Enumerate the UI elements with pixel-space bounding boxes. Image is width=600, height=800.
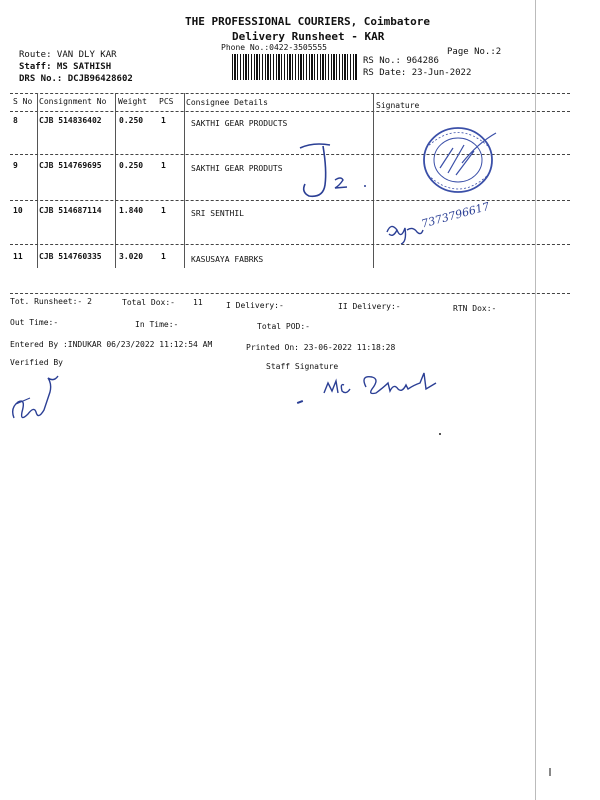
- col-divider: [37, 93, 38, 268]
- printed-on: Printed On: 23-06-2022 11:18:28: [246, 343, 396, 352]
- row-weight: 0.250: [119, 161, 144, 170]
- staff-signature-label: Staff Signature: [266, 362, 339, 371]
- row-pcs: 1: [161, 161, 166, 170]
- header-consignment: Consignment No: [39, 97, 107, 106]
- table-header-rule: [10, 111, 570, 112]
- rs-date: RS Date: 23-Jun-2022: [363, 68, 472, 78]
- header-consignee: Consignee Details: [186, 98, 268, 107]
- col-divider: [115, 93, 116, 268]
- total-dox-value: 11: [193, 298, 203, 307]
- drs-number: DRS No.: DCJB96428602: [19, 74, 133, 84]
- row-consignee: SAKTHI GEAR PRODUCTS: [191, 119, 288, 128]
- company-name: THE PROFESSIONAL COURIERS, Coimbatore: [185, 15, 431, 28]
- row-sno: 10: [13, 206, 23, 215]
- receiver-signature: [385, 220, 425, 245]
- route: Route: VAN DLY KAR: [19, 50, 117, 60]
- total-runsheet: Tot. Runsheet:- 2: [10, 297, 92, 306]
- page-edge: [535, 0, 536, 800]
- handwritten-phone-number: 7373796617: [420, 199, 491, 231]
- header-sno: S No: [13, 97, 33, 106]
- row-weight: 3.020: [119, 252, 144, 261]
- table-top-rule: [10, 93, 570, 94]
- pen-mark: [297, 400, 303, 404]
- row-weight: 0.250: [119, 116, 144, 125]
- row-weight: 1.840: [119, 206, 144, 215]
- phone-number: Phone No.:0422-3505555: [221, 43, 327, 52]
- row-consignee: KASUSAYA FABRKS: [191, 255, 264, 264]
- staff-signature: [320, 365, 440, 405]
- total-pod: Total POD:-: [257, 322, 310, 331]
- row-consignment: CJB 514687114: [39, 206, 102, 215]
- ii-delivery: II Delivery:-: [338, 302, 401, 311]
- out-time: Out Time:-: [10, 318, 59, 327]
- staff: Staff: MS SATHISH: [19, 62, 112, 72]
- row-rule: [10, 244, 570, 245]
- header-weight: Weight: [118, 97, 147, 106]
- row-consignment: CJB 514769695: [39, 161, 102, 170]
- verified-by: Verified By: [10, 358, 63, 367]
- row-consignment: CJB 514836402: [39, 116, 102, 125]
- row-consignment: CJB 514760335: [39, 252, 102, 261]
- rtn-dox: RTN Dox:-: [453, 304, 497, 313]
- row9-initials-signature: [295, 140, 375, 205]
- speck: [439, 433, 441, 435]
- company-stamp: [418, 123, 508, 198]
- row-pcs: 1: [161, 252, 166, 261]
- barcode: [232, 54, 358, 80]
- row-sno: 8: [13, 116, 18, 125]
- in-time: In Time:-: [135, 320, 179, 329]
- row-consignee: SRI SENTHIL: [191, 209, 244, 218]
- header-signature: Signature: [376, 101, 420, 110]
- entered-by: Entered By :INDUKAR 06/23/2022 11:12:54 AM: [10, 340, 213, 349]
- table-bottom-rule: [10, 293, 570, 294]
- row-consignee: SAKTHI GEAR PRODUTS: [191, 164, 283, 173]
- page-number: Page No.:2: [447, 47, 502, 57]
- verifier-signature: [8, 368, 68, 428]
- rs-number: RS No.: 964286: [363, 56, 439, 66]
- row-pcs: 1: [161, 116, 166, 125]
- header-pcs: PCS: [159, 97, 174, 106]
- speck: [549, 768, 551, 776]
- row-sno: 9: [13, 161, 18, 170]
- row-pcs: 1: [161, 206, 166, 215]
- i-delivery: I Delivery:-: [226, 301, 284, 310]
- document-title: Delivery Runsheet - KAR: [232, 30, 385, 43]
- row-sno: 11: [13, 252, 23, 261]
- total-dox-label: Total Dox:-: [122, 298, 175, 307]
- col-divider: [184, 93, 185, 268]
